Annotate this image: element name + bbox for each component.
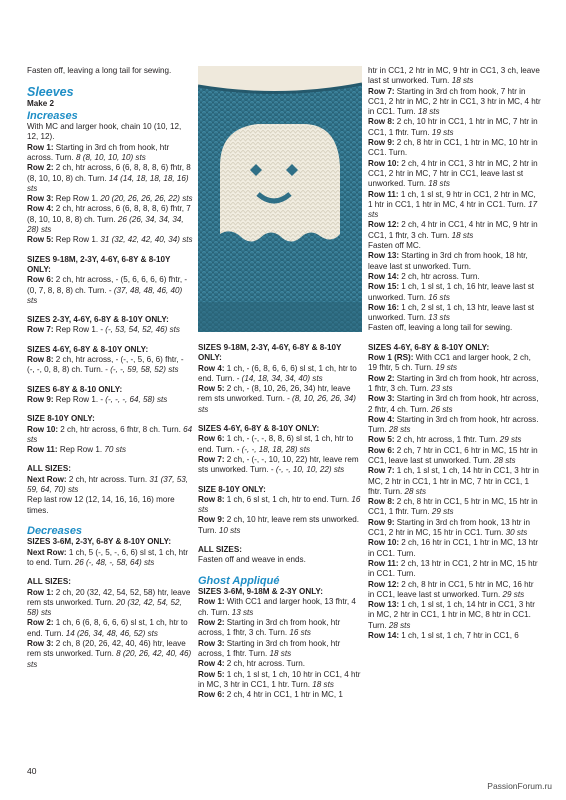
instruction-text: 2 ch, htr across, 6 (6, 8, 8, 8, 6) fhtr, 8 (8, 10, 10, 8) ch. Turn.: [27, 163, 191, 183]
instruction-line: [198, 690, 362, 700]
instruction-line: [27, 414, 193, 424]
row-label: Row 2:: [368, 373, 395, 383]
instruction-text: 2 ch, htr across, - (-, -, 5, 6, 6) fhtr, - (-, -, 0, 8, 8) ch. Turn. -: [27, 355, 184, 375]
row-label: Row 2:: [27, 163, 54, 173]
sweater-ghost-photo: [198, 66, 362, 332]
instruction-text: 1 ch, 1 sl st, 1 ch, 7 htr in CC1, 6: [399, 631, 519, 641]
instruction-line: [368, 138, 542, 159]
row-label: Row 3:: [27, 194, 54, 204]
watermark-text: PassionForum.ru: [487, 781, 552, 791]
stitch-count: 26 (-, 48, -, 58, 64) sts: [74, 557, 155, 567]
row-label: Row 6:: [368, 445, 395, 455]
row-label: Row 7:: [198, 454, 225, 464]
row-label: Row 9:: [368, 138, 395, 148]
instruction-text: htr in CC1, 2 htr in MC, 9 htr in CC1, 3 ch, leave last st unworked. Turn.: [368, 66, 540, 86]
instruction-line: [27, 385, 193, 395]
instruction-line: [198, 495, 362, 516]
instruction-text: 2 ch, 8 htr in CC1, 1 htr in MC, 10 htr in CC1. Turn.: [368, 138, 538, 158]
stitch-count: 23 sts: [430, 383, 453, 393]
instruction-text: 1 ch, 6 (6, 8, 6, 6, 6) sl st, 1 ch, htr to end. Turn.: [27, 618, 188, 638]
instruction-text: 2 ch, 7 htr in CC1, 6 htr in MC, 15 htr in CC1, leave last st unworked. Turn.: [368, 445, 538, 465]
row-label: Row 12:: [368, 220, 400, 230]
stitch-count: (-, -, 18, 18, 28) sts: [241, 444, 311, 454]
row-label: Row 4:: [198, 659, 225, 669]
instruction-text: 2 ch, htr across, - (5, 6, 6, 6, 6) fhtr, - (0, 7, 8, 8, 8) ch. Turn. -: [27, 275, 188, 295]
row-label: SIZE 8-10Y ONLY:: [198, 484, 266, 494]
instruction-line: [27, 204, 193, 235]
row-label: Row 1:: [27, 587, 54, 597]
instruction-line: [27, 235, 193, 245]
row-label: Row 10:: [27, 424, 59, 434]
instruction-line: [198, 455, 362, 476]
stitch-count: 10 sts: [218, 525, 241, 535]
stitch-count: 31 (32, 42, 42, 40, 34) sts: [100, 235, 193, 245]
instruction-text: Rep Row 1. -: [53, 394, 106, 404]
instruction-line: [27, 548, 193, 569]
spacer: [198, 476, 362, 485]
stitch-count: 64 sts: [27, 424, 193, 444]
row-label: Row 3:: [27, 639, 54, 649]
row-label: Row 11:: [27, 445, 58, 455]
stitch-count: 31 (37, 53, 59, 64, 70) sts: [27, 474, 189, 494]
instruction-text: 1 ch, - (6, 8, 6, 6, 6) sl st, 1 ch, htr to end. Turn. -: [198, 363, 357, 383]
row-label: Row 5:: [368, 435, 395, 445]
instruction-line: [198, 485, 362, 495]
stitch-count: 70 sts: [104, 445, 126, 455]
stitch-count: (14, 18, 34, 34, 40) sts: [241, 373, 323, 383]
instruction-text: 1 ch, 2 sl st, 1 ch, 13 htr, leave last st unworked. Turn.: [368, 302, 535, 323]
stitch-count: 19 sts: [435, 363, 458, 373]
spacer: [198, 566, 362, 575]
spacer: [27, 376, 193, 385]
instruction-text: 1 ch, 1 sl st, 1 ch, 14 htr in CC1, 3 htr in MC, 2 htr in CC1, 1 htr in MC, 7 htr in CC1, 1 fhtr. Turn.: [368, 466, 539, 496]
stitch-count: 26 (26, 34, 34, 34, 28) sts: [27, 214, 184, 235]
stitch-count: 18 sts: [417, 107, 440, 117]
instruction-text: Rep last row 12 (12, 14, 16, 16, 16) more times.: [27, 495, 175, 515]
row-label: ALL SIZES:: [27, 577, 71, 587]
row-label: Row 5:: [198, 384, 225, 394]
instruction-text: Rep Row 1.: [53, 235, 101, 245]
instruction-line: [27, 445, 193, 455]
instruction-text: 2 ch, - (8, 10, 26, 26, 34) htr, leave rem sts unworked. Turn. -: [198, 384, 351, 404]
instruction-line: [368, 466, 542, 497]
left-column: [27, 66, 193, 670]
instruction-line: [368, 631, 542, 641]
page-number: 40: [27, 766, 37, 776]
instruction-line: [27, 325, 193, 335]
instruction-text: 2 ch, 13 htr in CC1, 2 htr in MC, 15 htr in CC1. Turn.: [368, 558, 538, 579]
instruction-line: [368, 66, 542, 87]
instruction-text: Rep Row 1. -: [53, 325, 106, 335]
knitted-ghost-image: [198, 66, 362, 332]
stitch-count: 8 (8, 10, 10, 10) sts: [76, 152, 146, 162]
stitch-count: (-, -, 10, 10, 22) sts: [275, 465, 345, 475]
instruction-line: [368, 600, 542, 631]
stitch-count: 18 sts: [428, 179, 450, 189]
instruction-text: Fasten off, leaving a long tail for sewing.: [27, 66, 172, 75]
section-heading: Decreases: [27, 524, 83, 537]
stitch-count: 16 sts: [198, 494, 361, 515]
row-label: Row 6:: [198, 434, 225, 444]
row-label: Row 5:: [27, 235, 54, 245]
instruction-line: [368, 374, 542, 395]
stitch-count: 28 sts: [404, 486, 427, 496]
instruction-line: [198, 587, 362, 597]
row-label: Row 1 (RS):: [368, 353, 414, 363]
instruction-line: [368, 435, 542, 445]
instruction-line: [27, 255, 193, 276]
stitch-count: 17 sts: [368, 199, 538, 220]
instruction-line: [368, 559, 542, 580]
instruction-text: 1 ch, 1 sl st, 1 ch, 14 htr in CC1, 3 htr in MC, 2 htr in CC1, 1 htr in MC, 8 htr in CC1. Turn.: [368, 600, 535, 630]
row-label: Row 8:: [368, 117, 395, 127]
stitch-count: 18 sts: [312, 679, 334, 689]
row-label: Row 7:: [368, 466, 395, 476]
spacer: [27, 405, 193, 414]
instruction-text: Starting in 3rd ch from hook, 7 htr in CC1, 2 htr in MC, 2 htr in CC1, 3 htr in MC, 4 htr in CC1. Turn.: [368, 86, 541, 117]
instruction-text: Starting in 3rd ch from hook, htr across, 2 fhtr, 4 ch. Turn.: [368, 394, 539, 414]
instruction-line: [198, 424, 362, 434]
instruction-text: 2 ch, htr across. Turn.: [224, 659, 306, 669]
stitch-count: 16 sts: [428, 292, 450, 302]
instruction-line: [368, 282, 542, 303]
instruction-line: [198, 343, 362, 364]
instruction-text: Starting in 3rd ch from hook, 18 htr, leave last st unworked. Turn.: [368, 251, 528, 271]
instruction-text: 2 ch, 8 htr in CC1, 5 htr in MC, 16 htr in CC1, leave last st unworked. Turn.: [368, 579, 534, 599]
spacer: [368, 334, 542, 343]
instruction-line: [27, 275, 193, 306]
row-label: ALL SIZES:: [198, 545, 242, 555]
row-label: Row 11:: [368, 189, 399, 199]
instruction-text: Starting in 3rd ch from hook, htr across, 1 fhtr, 3 ch. Turn.: [368, 373, 539, 393]
spacer: [198, 536, 362, 545]
instruction-text: 2 ch, htr across, 6 fhtr, 8 ch. Turn.: [58, 424, 184, 434]
instruction-text: 1 ch, - (-, -, 8, 8, 6) sl st, 1 ch, htr to end. Turn. -: [198, 434, 354, 454]
instruction-text: 2 ch, htr across. Turn.: [66, 474, 150, 484]
stitch-count: 16 sts: [289, 628, 311, 638]
row-label: SIZES 3-6M, 2-3Y, 6-8Y & 8-10Y ONLY:: [27, 537, 172, 547]
row-label: ALL SIZES:: [27, 464, 71, 474]
row-label: Row 8:: [198, 494, 225, 504]
stitch-count: 20 (20, 26, 26, 26, 22) sts: [100, 194, 193, 204]
instruction-text: With MC and larger hook, chain 10 (10, 12, 12, 12).: [27, 122, 182, 142]
instruction-line: [368, 353, 542, 374]
stitch-count: (8, 10, 26, 26, 34) sts: [198, 394, 356, 414]
instruction-line: [368, 538, 542, 559]
instruction-line: [368, 343, 542, 353]
instruction-text: 2 ch, 16 htr in CC1, 1 htr in MC, 13 htr in CC1. Turn.: [368, 538, 539, 558]
instruction-text: 2 ch, htr across, 1 fhtr. Turn.: [394, 435, 500, 445]
instruction-text: Fasten off and weave in ends.: [198, 555, 306, 565]
instruction-line: [27, 345, 193, 355]
row-label: Row 9:: [198, 515, 225, 525]
instruction-text: 2 ch, - (-, -, 10, 10, 22) htr, leave rem sts unworked. Turn. -: [198, 454, 359, 475]
row-label: Row 3:: [198, 638, 225, 648]
instruction-line: [198, 545, 362, 555]
row-label: Next Row:: [27, 474, 67, 484]
spacer: [27, 336, 193, 345]
instruction-line: [27, 194, 193, 204]
spacer: [198, 415, 362, 424]
stitch-count: 18 sts: [451, 230, 474, 240]
row-label: Row 4:: [27, 204, 54, 214]
stitch-count: 20 (32, 42, 54, 52, 58) sts: [27, 597, 182, 618]
row-label: Row 4:: [198, 363, 225, 373]
instruction-line: [198, 364, 362, 385]
instruction-line: [27, 425, 193, 446]
instruction-line: [198, 659, 362, 669]
instruction-line: [368, 220, 542, 241]
instruction-line: [368, 415, 542, 436]
section-heading: Increases: [27, 109, 78, 122]
instruction-line: [27, 618, 193, 639]
row-label: Row 5:: [198, 669, 225, 679]
stitch-count: 14 (14, 18, 18, 18, 16) sts: [27, 173, 189, 193]
stitch-count: 30 sts: [505, 528, 528, 538]
stitch-count: 26 sts: [430, 404, 453, 414]
instruction-text: 1 ch, 1 sl st, 9 htr in CC1, 2 htr in MC, 1 htr in CC1, 1 htr in MC, 4 htr in CC1. Turn.: [368, 189, 536, 209]
stitch-count: 13 sts: [231, 607, 254, 617]
instruction-text: 2 ch, 4 htr in CC1, 1 htr in MC, 1: [224, 690, 343, 700]
row-label: Row 1:: [27, 142, 54, 152]
stitch-count: 29 sts: [502, 589, 525, 599]
instruction-line: [198, 639, 362, 660]
instruction-text: 1 ch, 6 sl st, 1 ch, htr to end. Turn.: [224, 494, 352, 504]
spacer: [27, 76, 193, 85]
spacer: [27, 455, 193, 464]
instruction-text: 2 ch, 8 htr in CC1, 5 htr in MC, 15 htr in CC1, 1 fhtr. Turn.: [368, 497, 538, 517]
row-label: Row 2:: [27, 618, 54, 628]
instruction-line: [368, 580, 542, 601]
instruction-text: Starting in 3rd ch from hook, htr across, 1 fhtr, 3 ch. Turn.: [198, 618, 341, 638]
stitch-count: (-, -, -, 64, 58) sts: [105, 394, 168, 404]
instruction-text: 2 ch, htr across, 6 (6, 8, 8, 8, 6) fhtr, 7 (8, 10, 10, 8, 8) ch. Turn.: [27, 204, 191, 224]
instruction-text: 1 ch, 1 sl st, 1 ch, 16 htr, leave last st unworked. Turn.: [368, 282, 535, 302]
instruction-text: Rep Row 1.: [53, 194, 101, 204]
row-label: Row 6:: [198, 690, 225, 700]
instruction-line: [368, 446, 542, 467]
instruction-text: 2 ch, 8 (20, 26, 42, 40, 46) htr, leave rem sts unworked. Turn.: [27, 639, 186, 659]
row-label: Row 9:: [368, 517, 395, 527]
stitch-count: 19 sts: [431, 127, 454, 137]
stitch-count: 28 sts: [388, 620, 411, 630]
instruction-text: 2 ch, 10 htr in CC1, 1 htr in MC, 7 htr in CC1, 1 fhtr. Turn.: [368, 117, 538, 137]
row-label: Row 3:: [368, 394, 395, 404]
row-label: Row 11:: [368, 558, 399, 568]
middle-column: [198, 343, 362, 700]
stitch-count: 29 sts: [431, 507, 454, 517]
row-label: SIZES 4-6Y, 6-8Y & 8-10Y ONLY:: [368, 342, 490, 352]
instruction-line: [27, 315, 193, 325]
stitch-count: 14 (26, 34, 48, 46, 52) sts: [65, 628, 158, 638]
instruction-text: With CC1 and larger hook, 13 fhtr, 4 ch. Turn.: [198, 597, 356, 617]
row-label: Row 2:: [198, 618, 225, 628]
row-label: Row 15:: [368, 282, 400, 292]
row-label: Row 6:: [27, 275, 54, 285]
stitch-count: (-, 53, 54, 52, 46) sts: [105, 325, 180, 335]
row-label: SIZES 9-18M, 2-3Y, 4-6Y, 6-8Y & 8-10Y ONLY:: [27, 254, 171, 274]
instruction-line: [27, 639, 193, 670]
spacer: [27, 568, 193, 577]
row-label: Row 8:: [27, 355, 54, 365]
instruction-line: [198, 384, 362, 415]
row-label: SIZES 4-6Y, 6-8Y & 8-10Y ONLY:: [198, 424, 320, 434]
instruction-line: [27, 122, 193, 143]
row-label: SIZES 4-6Y, 6-8Y & 8-10Y ONLY:: [27, 344, 149, 354]
row-label: Row 13:: [368, 600, 400, 610]
instruction-line: [368, 272, 542, 282]
instruction-line: [368, 159, 542, 190]
row-label: SIZES 3-6M, 9-18M & 2-3Y ONLY:: [198, 587, 323, 597]
instruction-line: [27, 395, 193, 405]
row-label: Row 4:: [368, 414, 395, 424]
instruction-text: Starting in 3rd ch from hook, 13 htr in CC1, 2 htr in MC, 15 htr in CC1. Turn.: [368, 517, 530, 538]
right-column: [368, 66, 542, 641]
instruction-line: [368, 190, 542, 221]
instruction-text: 2 ch, 4 htr in CC1, 3 htr in MC, 2 htr in CC1, 2 htr in MC, 7 htr in CC1, leave last st unworked. Turn.: [368, 158, 538, 189]
row-label: SIZES 6-8Y & 8-10 ONLY:: [27, 384, 123, 394]
instruction-text: 2 ch, htr across. Turn.: [399, 271, 480, 281]
instruction-line: [198, 555, 362, 565]
instruction-line: [368, 251, 542, 272]
instruction-line: [27, 355, 193, 376]
stitch-count: 8 (20, 26, 42, 40, 46) sts: [27, 649, 192, 669]
section-heading: Sleeves: [27, 85, 74, 100]
spacer: [27, 516, 193, 525]
instruction-line: [27, 475, 193, 496]
row-label: Row 8:: [368, 497, 395, 507]
instruction-line: [27, 163, 193, 194]
instruction-line: [368, 497, 542, 518]
instruction-line: [368, 323, 542, 333]
stitch-count: 18 sts: [451, 76, 474, 86]
instruction-line: [27, 495, 193, 516]
instruction-text: Starting in 3rd ch from hook, htr across. Turn.: [368, 414, 539, 435]
stitch-count: 18 sts: [269, 648, 292, 658]
row-label: Row 7:: [27, 325, 54, 335]
instruction-line: [27, 143, 193, 164]
instruction-text: Starting in 3rd ch from hook, htr across, 1 fhtr. Turn.: [198, 638, 341, 658]
instruction-text: 2 ch, 4 htr in CC1, 4 htr in MC, 9 htr in CC1, 1 fhtr, 3 ch. Turn.: [368, 220, 538, 240]
row-label: Row 16:: [368, 302, 400, 312]
row-label: Row 12:: [368, 579, 400, 589]
instruction-line: [198, 618, 362, 639]
instruction-line: [27, 588, 193, 619]
row-label: Row 13:: [368, 251, 400, 261]
instruction-line: [27, 577, 193, 587]
row-label: Row 14:: [368, 631, 400, 641]
instruction-line: [368, 394, 542, 415]
instruction-line: [368, 241, 542, 251]
spacer: [27, 246, 193, 255]
instruction-line: [27, 464, 193, 474]
row-label: Next Row:: [27, 547, 67, 557]
row-label: Row 1:: [198, 597, 225, 607]
instruction-line: [27, 66, 193, 76]
stitch-count: 13 sts: [428, 313, 450, 323]
stitch-count: (37, 48, 48, 46, 40) sts: [27, 285, 183, 305]
spacer: [27, 306, 193, 315]
instruction-text: With CC1 and larger hook, 2 ch, 19 fhtr, 5 ch. Turn.: [368, 353, 531, 373]
row-label: Row 10:: [368, 538, 400, 548]
stitch-count: 28 sts: [493, 455, 516, 465]
instruction-line: [368, 117, 542, 138]
row-label: SIZE 8-10Y ONLY:: [27, 414, 95, 424]
row-label: Make 2: [27, 99, 54, 109]
instruction-text: Fasten off MC.: [368, 241, 421, 251]
instruction-line: [368, 518, 542, 539]
instruction-line: [198, 434, 362, 455]
stitch-count: (-, -, 59, 58, 52) sts: [110, 365, 179, 375]
row-label: Row 14:: [368, 271, 400, 281]
row-label: Row 10:: [368, 158, 400, 168]
instruction-text: Fasten off, leaving a long tail for sewing.: [368, 323, 513, 333]
instruction-line: [198, 597, 362, 618]
instruction-line: [27, 99, 193, 109]
instruction-text: Starting in 3rd ch from hook, htr across. Turn.: [27, 142, 170, 162]
instruction-line: [198, 515, 362, 536]
stitch-count: 28 sts: [388, 425, 411, 435]
instruction-text: 1 ch, 1 sl st, 1 ch, 10 htr in CC1, 4 htr in MC, 3 htr in CC1, 1 htr. Turn.: [198, 669, 361, 689]
instruction-line: [368, 87, 542, 118]
row-label: SIZES 2-3Y, 4-6Y, 6-8Y & 8-10Y ONLY:: [27, 315, 169, 325]
instruction-text: 1 ch, 5 (-, 5, -, 6, 6) sl st, 1 ch, htr to end. Turn.: [27, 547, 189, 567]
row-label: Row 7:: [368, 86, 395, 96]
instruction-line: [368, 303, 542, 324]
instruction-text: 2 ch, 10 htr, leave rem sts unworked. Turn.: [198, 515, 360, 535]
stitch-count: 29 sts: [499, 435, 522, 445]
instruction-text: Rep Row 1.: [57, 445, 105, 455]
instruction-line: [27, 537, 193, 547]
instruction-line: [198, 670, 362, 691]
instruction-text: 2 ch, 20 (32, 42, 54, 52, 58) htr, leave rem sts unworked. Turn.: [27, 587, 191, 607]
section-heading: Ghost Appliqué: [198, 574, 280, 587]
row-label: Row 9:: [27, 394, 54, 404]
row-label: SIZES 9-18M, 2-3Y, 4-6Y, 6-8Y & 8-10Y ONLY:: [198, 343, 342, 363]
